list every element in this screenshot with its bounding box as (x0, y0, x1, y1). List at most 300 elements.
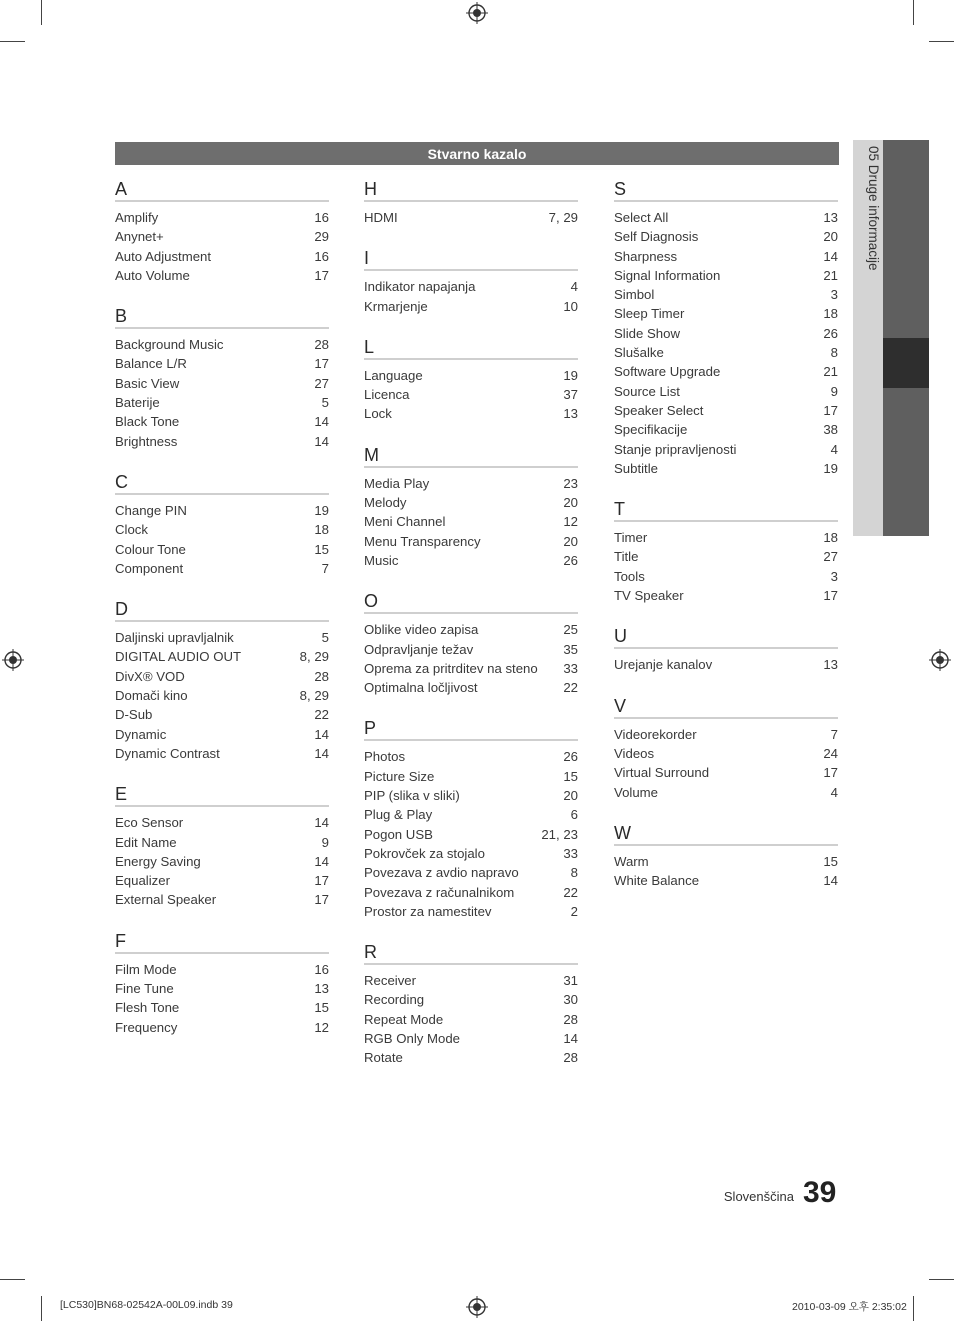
entry-name: Prostor za namestitev (364, 903, 492, 919)
entry-page: 5 (321, 630, 329, 646)
entry-name: Virtual Surround (614, 765, 710, 781)
index-entry (614, 208, 838, 227)
entry-name: Clock (115, 522, 148, 538)
index-entry (115, 208, 329, 227)
entry-page: 14 (823, 248, 838, 264)
entry-page: 23 (563, 475, 578, 491)
entry-list (614, 852, 838, 891)
entry-page: 12 (563, 514, 578, 530)
entry-name: White Balance (614, 873, 700, 889)
entry-name: Tools (614, 568, 645, 584)
entry-name: Colour Tone (115, 541, 186, 557)
entry-name: Oprema za pritrditev na steno (364, 660, 538, 676)
index-entry (364, 620, 578, 639)
entry-page: 9 (830, 383, 838, 399)
entry-name: Component (115, 560, 184, 576)
index-entry (115, 540, 329, 559)
registration-mark-icon (929, 649, 951, 671)
section-letter: T (614, 498, 838, 522)
entry-name: Picture Size (364, 768, 435, 784)
print-slug-left: [LC530]BN68-02542A-00L09.indb 39 (60, 1299, 233, 1311)
crop-mark (913, 1296, 914, 1321)
crop-mark (913, 0, 914, 25)
entry-name: Black Tone (115, 414, 180, 430)
index-title-bar (115, 142, 839, 165)
index-entry (364, 678, 578, 697)
index-entry (115, 432, 329, 451)
entry-list (614, 725, 838, 802)
section-letter: F (115, 930, 329, 954)
index-section (115, 178, 329, 285)
entry-name: DivX® VOD (115, 668, 185, 684)
entry-name: Title (614, 549, 639, 565)
entry-name: Simbol (614, 287, 655, 303)
entry-name: Oblike video zapisa (364, 622, 479, 638)
entry-page: 20 (563, 533, 578, 549)
entry-page: 5 (321, 395, 329, 411)
entry-list (115, 501, 329, 578)
entry-name: Melody (364, 495, 407, 511)
entry-name: Frequency (115, 1019, 178, 1035)
entry-name: Change PIN (115, 502, 187, 518)
index-entry (115, 890, 329, 909)
index-entry (614, 852, 838, 871)
entry-list (364, 620, 578, 697)
index-entry (614, 547, 838, 566)
index-section (364, 247, 578, 316)
entry-name: Videos (614, 745, 655, 761)
entry-name: Recording (364, 992, 425, 1008)
entry-page: 20 (563, 788, 578, 804)
entry-name: Eco Sensor (115, 815, 184, 831)
entry-page: 21 (823, 364, 838, 380)
index-entry (115, 960, 329, 979)
section-letter: V (614, 695, 838, 719)
entry-name: Videorekorder (614, 726, 697, 742)
index-entry (614, 266, 838, 285)
entry-page: 19 (823, 460, 838, 476)
index-entry (115, 705, 329, 724)
entry-name: Fine Tune (115, 981, 174, 997)
entry-list (364, 971, 578, 1067)
entry-page: 16 (314, 210, 329, 225)
entry-list (364, 747, 578, 921)
entry-name: Flesh Tone (115, 1000, 180, 1016)
section-letter: C (115, 471, 329, 495)
crop-mark (0, 1279, 25, 1280)
entry-name: Meni Channel (364, 514, 446, 530)
index-section (115, 598, 329, 763)
entry-name: Baterije (115, 395, 160, 411)
entry-name: Balance L/R (115, 356, 187, 372)
index-section (614, 822, 838, 891)
entry-page: 12 (314, 1019, 329, 1035)
entry-page: 28 (314, 337, 329, 353)
index-entry (364, 366, 578, 385)
entry-page: 15 (314, 1000, 329, 1016)
index-entry (115, 266, 329, 285)
index-entry (364, 805, 578, 824)
entry-list (614, 528, 838, 605)
section-letter: E (115, 783, 329, 807)
index-entry (115, 501, 329, 520)
entry-name: Repeat Mode (364, 1011, 444, 1027)
entry-name: Equalizer (115, 873, 170, 889)
entry-name: Timer (614, 530, 648, 546)
entry-name: Brightness (115, 433, 178, 449)
entry-page: 29 (314, 229, 329, 245)
index-entry (614, 382, 838, 401)
entry-page: 17 (823, 588, 838, 604)
entry-page: 18 (823, 530, 838, 546)
entry-name: Rotate (364, 1050, 403, 1066)
entry-page: 8, 29 (299, 649, 329, 665)
index-entry (115, 247, 329, 266)
index-section (115, 305, 329, 451)
entry-name: Photos (364, 749, 406, 765)
section-letter: M (364, 444, 578, 468)
index-entry (115, 374, 329, 393)
entry-page: 37 (563, 387, 578, 403)
index-entry (364, 385, 578, 404)
entry-name: External Speaker (115, 892, 217, 908)
index-entry (115, 559, 329, 578)
section-letter: R (364, 941, 578, 965)
section-letter: I (364, 247, 578, 271)
entry-name: Slušalke (614, 345, 664, 361)
entry-page: 3 (830, 568, 838, 584)
entry-page: 14 (314, 726, 329, 742)
index-entry (115, 871, 329, 890)
entry-name: Domači kino (115, 688, 188, 704)
entry-name: Film Mode (115, 961, 177, 977)
entry-page: 28 (563, 1011, 578, 1027)
entry-page: 10 (563, 298, 578, 314)
index-entry (115, 979, 329, 998)
index-entry (115, 647, 329, 666)
entry-name: RGB Only Mode (364, 1031, 461, 1047)
entry-page: 24 (823, 745, 838, 761)
entry-page: 13 (823, 657, 838, 673)
index-entry (115, 813, 329, 832)
entry-page: 21, 23 (541, 826, 578, 842)
crop-mark (41, 0, 42, 25)
entry-page: 17 (314, 356, 329, 372)
entry-page: 18 (314, 522, 329, 538)
entry-page: 3 (830, 287, 838, 303)
index-entry (115, 744, 329, 763)
entry-name: Energy Saving (115, 853, 201, 869)
entry-list (115, 628, 329, 763)
entry-page: 13 (563, 406, 578, 422)
entry-page: 13 (314, 981, 329, 997)
entry-name: Stanje pripravljenosti (614, 441, 737, 457)
index-entry (614, 285, 838, 304)
entry-page: 4 (570, 279, 578, 295)
entry-page: 4 (830, 441, 838, 457)
entry-page: 19 (314, 502, 329, 518)
entry-page: 30 (563, 992, 578, 1008)
entry-list (614, 208, 838, 478)
section-letter: U (614, 625, 838, 649)
index-entry (364, 971, 578, 990)
index-entry (115, 354, 329, 373)
index-entry (364, 786, 578, 805)
chapter-tab-marker (883, 338, 929, 388)
index-entry (115, 335, 329, 354)
entry-name: Warm (614, 853, 649, 869)
entry-name: Basic View (115, 375, 180, 391)
entry-list (614, 655, 838, 674)
entry-page: 14 (563, 1031, 578, 1047)
entry-page: 26 (563, 552, 578, 568)
index-entry (614, 343, 838, 362)
index-section (614, 498, 838, 605)
registration-mark-icon (466, 2, 488, 24)
index-entry (364, 1029, 578, 1048)
entry-name: Subtitle (614, 460, 658, 476)
entry-page: 22 (563, 680, 578, 696)
index-section (614, 625, 838, 674)
entry-page: 17 (823, 402, 838, 418)
entry-page: 14 (314, 815, 329, 831)
entry-list (115, 813, 329, 909)
entry-name: Urejanje kanalov (614, 657, 713, 673)
entry-page: 33 (563, 660, 578, 676)
entry-page: 25 (563, 622, 578, 638)
chapter-tab-label: 05 Druge informacije (866, 146, 881, 271)
index-entry (614, 586, 838, 605)
entry-list (364, 474, 578, 570)
page-number: 39 (803, 1176, 837, 1209)
entry-page: 8, 29 (299, 688, 329, 704)
entry-name: Select All (614, 210, 669, 225)
index-entry (614, 744, 838, 763)
entry-name: Sharpness (614, 248, 678, 264)
index-entry (614, 440, 838, 459)
entry-page: 35 (563, 641, 578, 657)
entry-page: 4 (830, 784, 838, 800)
index-entry (364, 902, 578, 921)
crop-mark (0, 41, 25, 42)
entry-page: 33 (563, 845, 578, 861)
index-entry (614, 528, 838, 547)
index-entry (364, 404, 578, 423)
entry-name: Licenca (364, 387, 410, 403)
index-column-1 (115, 178, 329, 1057)
entry-page: 22 (314, 707, 329, 723)
section-letter: D (115, 598, 329, 622)
entry-page: 8 (570, 865, 578, 881)
entry-page: 38 (823, 422, 838, 438)
index-entry (614, 227, 838, 246)
entry-name: Indikator napajanja (364, 279, 476, 295)
entry-page: 15 (823, 853, 838, 869)
entry-name: Edit Name (115, 834, 177, 850)
entry-page: 28 (314, 668, 329, 684)
entry-name: TV Speaker (614, 588, 684, 604)
index-section (364, 717, 578, 921)
entry-page: 21 (823, 267, 838, 283)
entry-page: 19 (563, 367, 578, 383)
index-entry (614, 324, 838, 343)
index-entry (614, 459, 838, 478)
entry-page: 26 (563, 749, 578, 765)
entry-page: 17 (314, 267, 329, 283)
crop-mark (929, 1279, 954, 1280)
index-entry (115, 833, 329, 852)
section-letter: W (614, 822, 838, 846)
index-section (115, 930, 329, 1037)
entry-name: Menu Transparency (364, 533, 481, 549)
section-letter: S (614, 178, 838, 202)
entry-name: Krmarjenje (364, 298, 428, 314)
entry-name: Software Upgrade (614, 364, 721, 380)
entry-list (115, 960, 329, 1037)
entry-name: Source List (614, 383, 680, 399)
entry-name: Lock (364, 406, 392, 422)
crop-mark (41, 1296, 42, 1321)
index-entry (115, 725, 329, 744)
section-letter: P (364, 717, 578, 741)
index-entry (115, 227, 329, 246)
entry-page: 2 (570, 903, 578, 919)
entry-page: 27 (314, 375, 329, 391)
index-entry (364, 863, 578, 882)
index-entry (115, 852, 329, 871)
entry-page: 31 (563, 973, 578, 989)
entry-page: 22 (563, 884, 578, 900)
index-entry (364, 532, 578, 551)
entry-name: Auto Adjustment (115, 248, 212, 264)
entry-name: Pogon USB (364, 826, 433, 842)
entry-name: Self Diagnosis (614, 229, 699, 245)
entry-page: 7, 29 (548, 210, 578, 225)
entry-page: 9 (321, 834, 329, 850)
index-entry (364, 659, 578, 678)
entry-name: Specifikacije (614, 422, 688, 438)
entry-name: Speaker Select (614, 402, 704, 418)
entry-page: 14 (314, 745, 329, 761)
entry-page: 17 (314, 873, 329, 889)
index-entry (614, 420, 838, 439)
index-entry (364, 1010, 578, 1029)
entry-list (115, 208, 329, 285)
print-slug-right: 2010-03-09 오후 2:35:02 (792, 1301, 907, 1313)
index-entry (364, 297, 578, 316)
entry-list (115, 335, 329, 451)
index-entry (364, 640, 578, 659)
entry-page: 14 (823, 873, 838, 889)
footer-language: Slovenščina (723, 1189, 794, 1204)
index-entry (364, 474, 578, 493)
entry-name: Music (364, 552, 399, 568)
entry-name: Receiver (364, 973, 417, 989)
index-entry (364, 747, 578, 766)
index-column-2 (364, 178, 578, 1088)
entry-name: Sleep Timer (614, 306, 685, 322)
entry-list (364, 277, 578, 316)
entry-name: Anynet+ (115, 229, 164, 245)
index-entry (115, 520, 329, 539)
index-section (364, 336, 578, 424)
entry-name: Dynamic (115, 726, 167, 742)
registration-mark-icon (2, 649, 24, 671)
index-entry (364, 208, 578, 227)
index-section (364, 941, 578, 1067)
entry-page: 14 (314, 433, 329, 449)
index-entry (614, 763, 838, 782)
section-letter: O (364, 590, 578, 614)
entry-name: Pokrovček za stojalo (364, 845, 485, 861)
index-entry (364, 277, 578, 296)
index-section (364, 590, 578, 697)
crop-mark (929, 41, 954, 42)
entry-page: 15 (314, 541, 329, 557)
index-entry (115, 667, 329, 686)
index-section (364, 444, 578, 570)
index-entry (614, 567, 838, 586)
entry-name: Media Play (364, 475, 430, 491)
entry-page: 7 (321, 560, 329, 576)
entry-page: 27 (823, 549, 838, 565)
index-entry (115, 393, 329, 412)
entry-page: 26 (823, 325, 838, 341)
registration-mark-icon (466, 1296, 488, 1318)
entry-name: Language (364, 367, 423, 383)
index-entry (364, 825, 578, 844)
index-entry (115, 686, 329, 705)
entry-name: DIGITAL AUDIO OUT (115, 649, 242, 665)
entry-name: Background Music (115, 337, 224, 353)
index-section (115, 783, 329, 909)
index-column-3 (614, 178, 838, 910)
entry-name: Volume (614, 784, 658, 800)
entry-page: 6 (570, 807, 578, 823)
entry-page: 17 (823, 765, 838, 781)
entry-name: Dynamic Contrast (115, 745, 220, 761)
index-entry (614, 871, 838, 890)
entry-page: 15 (563, 768, 578, 784)
entry-page: 8 (830, 345, 838, 361)
entry-list (364, 208, 578, 227)
entry-name: Daljinski upravljalnik (115, 630, 234, 646)
index-entry (614, 783, 838, 802)
index-section (614, 178, 838, 478)
entry-page: 18 (823, 306, 838, 322)
entry-name: Optimalna ločljivost (364, 680, 478, 696)
index-entry (115, 998, 329, 1017)
entry-name: Plug & Play (364, 807, 433, 823)
entry-page: 16 (314, 961, 329, 977)
index-entry (364, 551, 578, 570)
entry-page: 20 (563, 495, 578, 511)
entry-name: D-Sub (115, 707, 153, 723)
entry-page: 17 (314, 892, 329, 908)
index-entry (364, 512, 578, 531)
entry-name: PIP (slika v sliki) (364, 788, 460, 804)
index-entry (614, 304, 838, 323)
index-entry (614, 401, 838, 420)
entry-name: Povezava z računalnikom (364, 884, 515, 900)
entry-list (364, 366, 578, 424)
index-entry (115, 1018, 329, 1037)
index-entry (614, 362, 838, 381)
index-entry (364, 844, 578, 863)
index-entry (115, 628, 329, 647)
index-section (115, 471, 329, 578)
entry-page: 13 (823, 210, 838, 225)
